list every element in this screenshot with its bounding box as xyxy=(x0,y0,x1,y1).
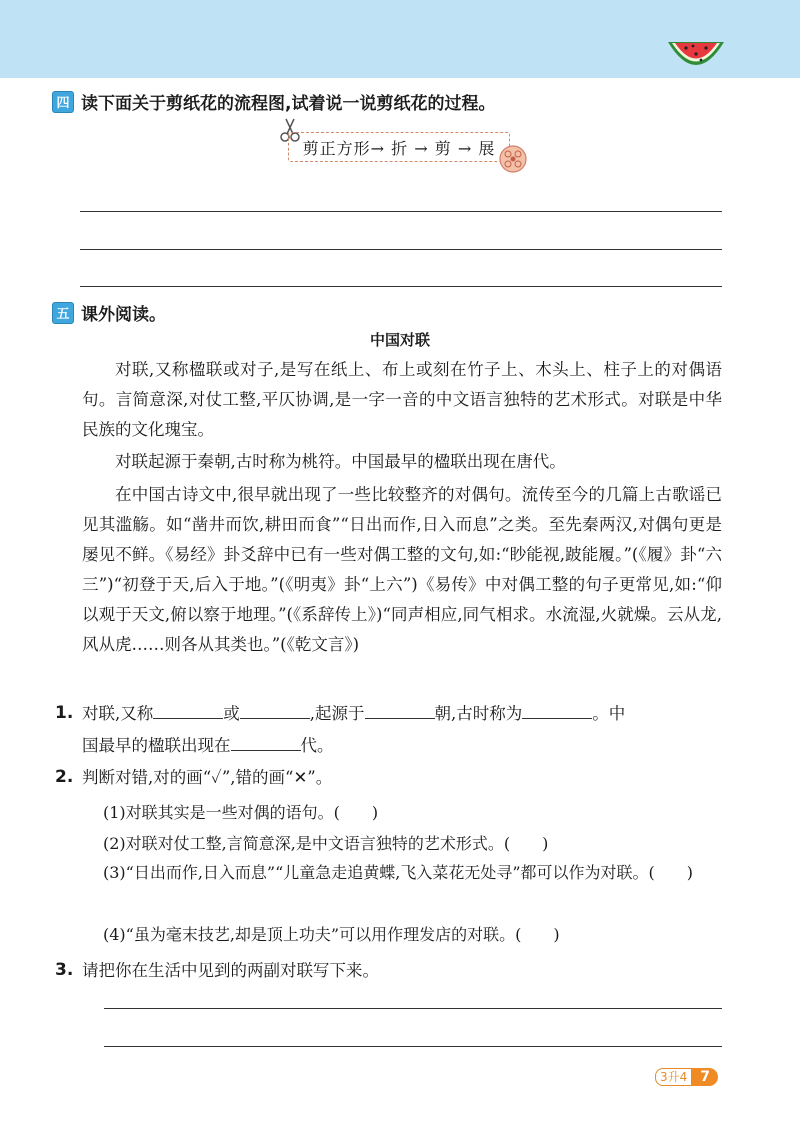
section-4-title: 读下面关于剪纸花的流程图,试着说一说剪纸花的过程。 xyxy=(81,94,496,114)
article-title: 中国对联 xyxy=(369,331,430,349)
question-1-text: 对联,又称 或 ,起源于 朝,古时称为 。中 国最早的楹联出现在 代。 xyxy=(82,698,722,762)
section-4-badge: 四 xyxy=(52,91,74,113)
section-4-heading xyxy=(52,89,495,114)
article-paragraph: 对联起源于秦朝,古时称为桃符。中国最早的楹联出现在唐代。 xyxy=(115,452,566,471)
true-false-item[interactable]: (4)“虽为毫末技艺,却是顶上功夫”可以用作理发店的对联。( ) xyxy=(103,925,560,944)
paper-flower-icon xyxy=(498,144,528,174)
fill-blank[interactable] xyxy=(522,700,592,719)
fill-blank[interactable] xyxy=(240,700,310,719)
fill-blank[interactable] xyxy=(231,732,301,751)
answer-line[interactable] xyxy=(104,1046,722,1047)
true-false-item[interactable]: (1)对联其实是一些对偶的语句。( ) xyxy=(103,803,379,822)
fill-blank[interactable] xyxy=(153,700,223,719)
question-2-number: 2. xyxy=(55,767,74,787)
true-false-item[interactable]: (2)对联对仗工整,言简意深,是中文语言独特的艺术形式。( ) xyxy=(103,834,549,853)
page-number: 7 xyxy=(692,1068,718,1086)
answer-line[interactable] xyxy=(80,249,722,250)
answer-line[interactable] xyxy=(80,286,722,287)
question-3-number: 3. xyxy=(55,960,74,980)
grade-label: 3升4 xyxy=(655,1068,692,1086)
paper-cut-flowchart: 剪正方形→ 折 → 剪 → 展 xyxy=(288,132,510,162)
question-1-number: 1. xyxy=(55,703,74,723)
answer-line[interactable] xyxy=(104,1008,722,1009)
article-paragraph: 对联,又称楹联或对子,是写在纸上、布上或刻在竹子上、木头上、柱子上的对偶语句。言简意深,对仗工整,平仄协调,是一字一音的中文语言独特的艺术形式。对联是中华民族的文化瑰宝。 xyxy=(82,360,722,439)
section-5-heading xyxy=(52,300,166,325)
page-number-badge xyxy=(655,1068,718,1086)
answer-line[interactable] xyxy=(80,211,722,212)
question-3-text: 请把你在生活中见到的两副对联写下来。 xyxy=(82,961,379,980)
section-5-title: 课外阅读。 xyxy=(81,305,166,325)
section-5-badge: 五 xyxy=(52,302,74,324)
true-false-item[interactable]: (3)“日出而作,日入而息”“儿童急走追黄蝶,飞入菜花无处寻”都可以作为对联。( ) xyxy=(103,863,694,882)
article-paragraph: 在中国古诗文中,很早就出现了一些比较整齐的对偶句。流传至今的几篇上古歌谣已见其滥觞。如“凿井而饮,耕田而食”“日出而作,日入而息”之类。至先秦两汉,对偶句更是屡见不鲜。《易经》卦爻辞中已有一些对偶工整的文句,如:“眇能视,跛能履。”(《履》卦“六三”)“初登于天,后入于地。”(《明夷》卦“上六”)《易传》中对偶工整的句子更常见,如:“仰以观于天文,俯以察于地理。”(《系辞传上》)“同声相应,同气相求。水流湿,火就燥。云从龙,风从虎……则各从其类也。”(《乾文言》) xyxy=(82,485,722,654)
fill-blank[interactable] xyxy=(365,700,435,719)
question-2-text: 判断对错,对的画“✓”,错的画“✕”。 xyxy=(82,768,333,787)
watermelon-icon xyxy=(666,38,726,74)
